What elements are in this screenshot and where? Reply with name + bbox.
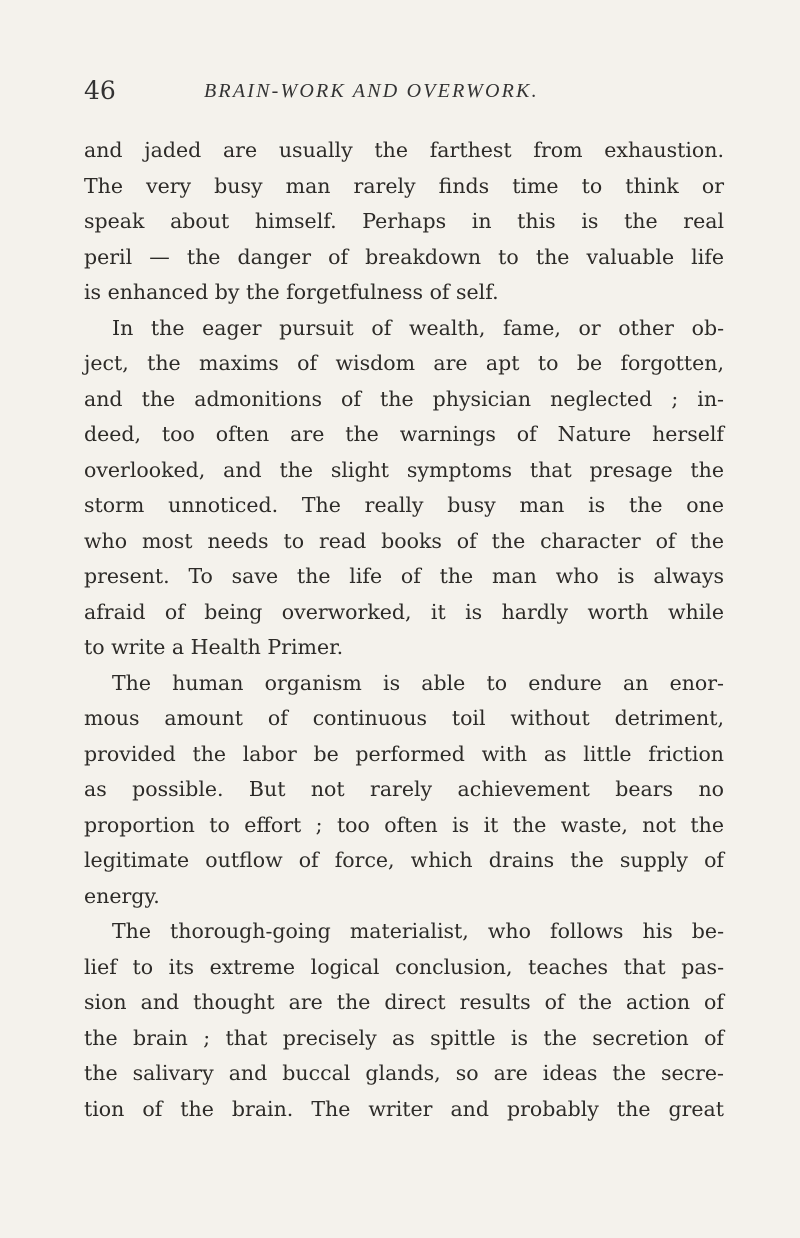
text-line: deed, too often are the warnings of Nature herself xyxy=(84,422,724,446)
running-head xyxy=(84,76,724,110)
text-line: energy. xyxy=(84,883,160,908)
text-line: sion and thought are the direct results of the action of xyxy=(84,990,724,1014)
text-line: The thorough-going materialist, who follows his be- xyxy=(112,919,724,943)
page-number: 46 xyxy=(84,76,116,105)
text-line: proportion to effort ; too often is it the waste, not the xyxy=(84,812,724,837)
text-line: present. To save the life of the man who is always xyxy=(84,564,724,588)
text-line: who most needs to read books of the character of the xyxy=(84,528,724,553)
text-line: mous amount of continuous toil without detriment, xyxy=(84,706,724,730)
text-line: storm unnoticed. The really busy man is the one xyxy=(84,493,724,517)
text-line: and jaded are usually the farthest from exhaustion. xyxy=(84,138,724,162)
text-line: provided the labor be performed with as little friction xyxy=(84,741,724,766)
text-line: and the admonitions of the physician neglected ; in- xyxy=(84,386,724,411)
text-line: In the eager pursuit of wealth, fame, or other ob- xyxy=(112,315,724,340)
text-line: to write a Health Primer. xyxy=(84,635,344,659)
text-line: speak about himself. Perhaps in this is the real xyxy=(84,209,724,233)
text-line: The human organism is able to endure an enor- xyxy=(112,670,724,695)
body-text xyxy=(84,133,724,1127)
text-line: lief to its extreme logical conclusion, teaches that pas- xyxy=(84,954,724,979)
text-line: the salivary and buccal glands, so are ideas the secre- xyxy=(84,1061,724,1085)
text-line: overlooked, and the slight symptoms that presage the xyxy=(84,457,724,482)
text-line: ject, the maxims of wisdom are apt to be forgotten, xyxy=(84,351,724,375)
running-title: BRAIN-WORK AND OVERWORK. xyxy=(204,80,539,102)
text-line: The very busy man rarely finds time to think or xyxy=(84,173,724,198)
text-line: as possible. But not rarely achievement bears no xyxy=(84,777,724,801)
text-line: is enhanced by the forgetfulness of self. xyxy=(84,280,499,304)
text-line: peril — the danger of breakdown to the valuable life xyxy=(84,244,724,269)
text-line: the brain ; that precisely as spittle is the secretion of xyxy=(84,1025,724,1050)
text-line: tion of the brain. The writer and probably the great xyxy=(84,1096,724,1121)
text-line: legitimate outflow of force, which drains the supply of xyxy=(84,848,724,872)
text-line: afraid of being overworked, it is hardly worth while xyxy=(84,599,724,624)
